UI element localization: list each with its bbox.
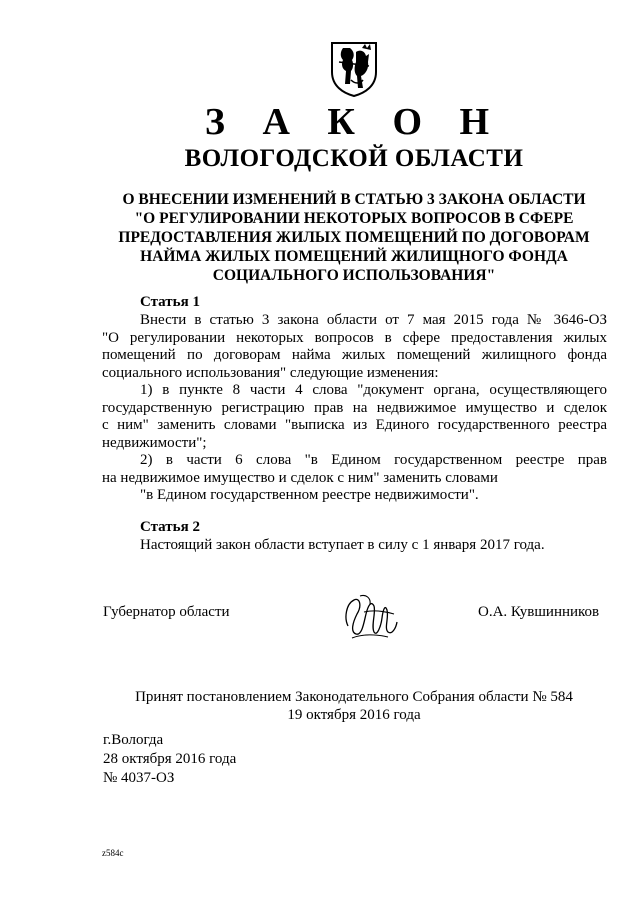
document-title: З А К О Н [204,101,504,143]
law-name-line: ПРЕДОСТАВЛЕНИЯ ЖИЛЫХ ПОМЕЩЕНИЙ ПО ДОГОВОРАМ [118,229,590,246]
article-1-line: с ним" заменить словами "выписка из Единого государственного реестра [102,417,607,433]
article-1-line: Внести в статью 3 закона области от 7 мая 2015 года № 3646-ОЗ [140,312,607,328]
governor-name: О.А. Кувшинников [478,604,600,620]
handwritten-signature [340,592,402,642]
article-2-text: Настоящий закон области вступает в силу с 1 января 2017 года. [140,537,545,553]
article-1-line: "в Едином государственном реестре недвижимости". [140,487,479,503]
city: г.Вологда [103,732,164,748]
article-2-heading: Статья 2 [140,519,200,535]
adoption-note [100,689,608,724]
article-1-line: государственную регистрацию прав на недвижимое имущество и сделок [102,399,607,416]
law-name-line: НАЙМА ЖИЛЫХ ПОМЕЩЕНИЙ ЖИЛИЩНОГО ФОНДА [140,248,568,265]
article-1-line: "О регулировании некоторых вопросов в сфере предоставления жилых [102,329,607,346]
law-number: № 4037-ОЗ [103,770,175,786]
document-code: z584c [102,848,124,858]
law-name-line: "О РЕГУЛИРОВАНИИ НЕКОТОРЫХ ВОПРОСОВ В СФЕРЕ [134,210,574,227]
article-1-line: на недвижимое имущество и сделок с ним" заменить словами [102,469,498,486]
place-and-date [103,731,236,788]
adoption-date: 19 октября 2016 года [287,706,421,723]
article-1-line: 2) в части 6 слова "в Едином государственном реестре прав [140,452,607,468]
article-1-heading: Статья 1 [140,294,200,310]
article-2-body [102,537,607,555]
signing-date: 28 октября 2016 года [103,751,237,767]
coat-of-arms-icon [329,40,379,98]
law-name-line: О ВНЕСЕНИИ ИЗМЕНЕНИЙ В СТАТЬЮ 3 ЗАКОНА ОБЛАСТИ [122,191,586,208]
law-name-line: СОЦИАЛЬНОГО ИСПОЛЬЗОВАНИЯ" [212,267,496,284]
adoption-line: Принят постановлением Законодательного Собрания области № 584 [135,689,573,705]
article-1-body [102,312,607,505]
article-1-line: помещений по договорам найма жилых помещений жилищного фонда [102,347,607,363]
governor-title: Губернатор области [103,604,230,620]
law-name [100,190,608,285]
article-1-line: недвижимости"; [102,434,207,451]
region-title: ВОЛОГОДСКОЙ ОБЛАСТИ [184,145,524,172]
article-1-line: социального использования" следующие изменения: [102,364,439,381]
article-1-line: 1) в пункте 8 части 4 слова "документ органа, осуществляющего [140,382,607,398]
